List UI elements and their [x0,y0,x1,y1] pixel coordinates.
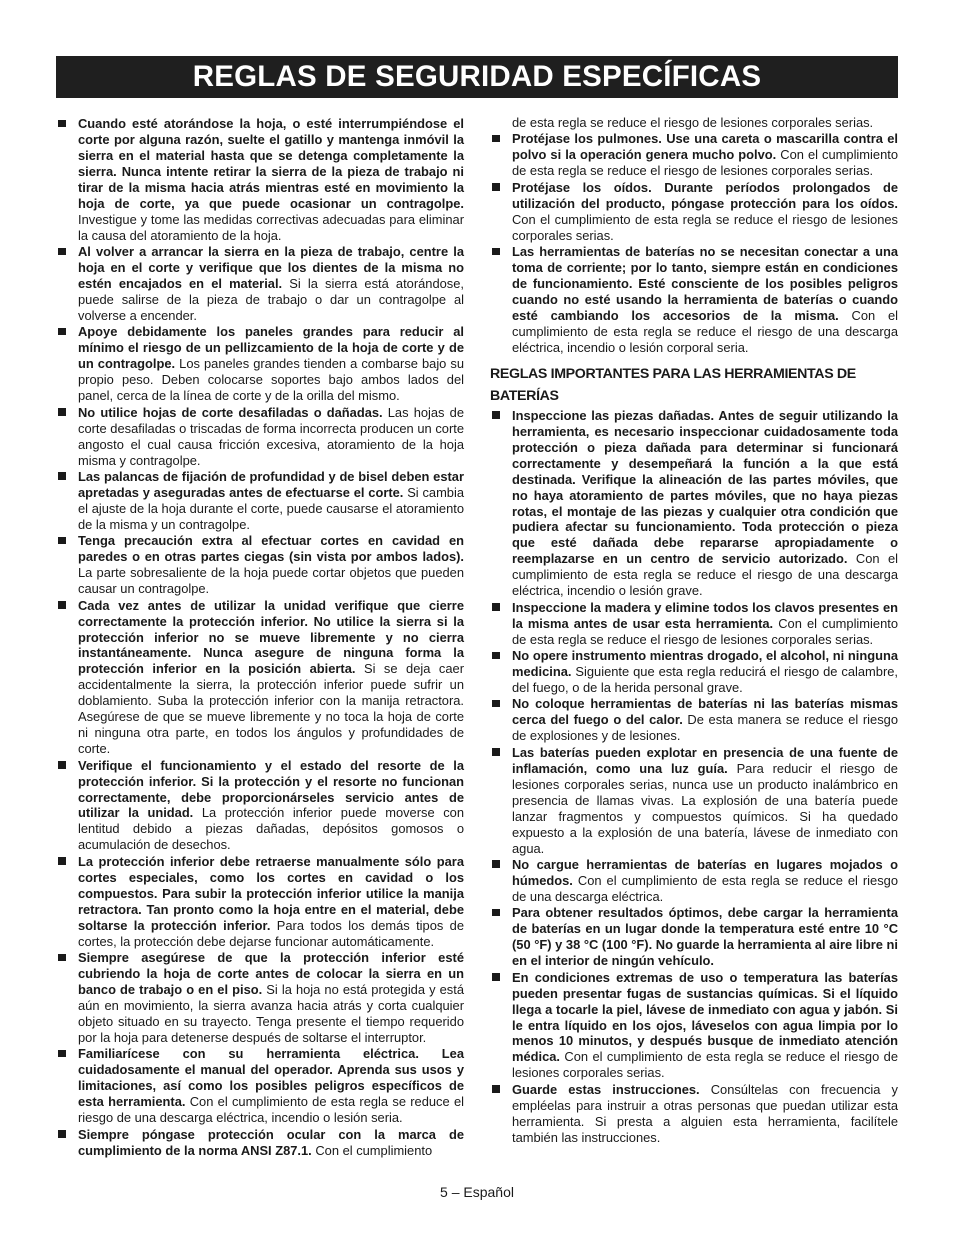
rule-text: La protección inferior puede moverse con lentitud debido a piezas dañadas, depósitos gomosos o acumulación de desechos. [78,805,464,853]
rule-text: De esta manera se reduce el riesgo de explosiones y de lesiones. [512,712,898,744]
rule-item [490,745,898,857]
square-bullet-icon [492,860,500,868]
rule-text: Con el cumplimiento de esta regla se reduce el riesgo de una descarga eléctrica, incendio o lesión corporal seria. [512,307,898,355]
square-bullet-icon [58,1130,66,1138]
rule-item [56,324,464,404]
right-column [490,115,898,1146]
rule-item [490,905,898,969]
rule-bold-text: Siempre asegúrese de que la protección inferior esté cubriendo la hoja de corte antes de colocar la sierra en un banco de trabajo o en el piso. [78,950,464,997]
square-bullet-icon [492,411,500,419]
rule-item [490,1082,898,1146]
square-bullet-icon [492,135,500,143]
rule-bold-text: Tenga precaución extra al efectuar cortes en cavidad en paredes o en otras partes ciegas (sin vista por ambos lados). [78,533,464,565]
square-bullet-icon [58,761,66,769]
rule-text: Si cambia el ajuste de la hoja durante el corte, puede causarse el atoramiento de la misma y un contragolpe. [78,484,465,532]
rule-item [56,1046,464,1126]
rule-bold-text: Inspeccione la madera y elimine todos los clavos presentes en la misma antes de usar esta herramienta. [512,599,898,631]
rule-text: Con el cumplimiento de esta regla se reduce el riesgo de una descarga eléctrica. [512,872,898,904]
rule-bold-text: No utilice hojas de corte desafiladas o dañadas. [78,404,383,420]
square-bullet-icon [492,1085,500,1093]
rule-bold-text: Cuando esté atorándose la hoja, o esté interrumpiéndose el corte por alguna razón, suelte el gatillo y mantenga inmóvil la sierra en el material hasta que se detenga completamente la sierra. Nunca intente retirar la sierra de la pieza de trabajo ni tirar de la misma hacia atrás mientras esté en movimiento la hoja de corte, ya que puede ocasionar un contragolpe. [78,116,464,211]
rule-bold-text: No cargue herramientas de baterías en lugares mojados o húmedos. [512,856,898,888]
rule-text: Consúltelas con frecuencia y empléelas para instruir a otras personas que puedan utilizar esta herramienta. Si presta a alguien esta herramienta, facilítele también las instrucciones. [512,1081,898,1145]
rule-bold-text: La protección inferior debe retraerse manualmente sólo para cortes especiales, como los cortes en cavidad o los compuestos. Para subir la protección inferior utilice la manija retractora. Tan pronto como la hoja entre en el material, debe soltarse la protección inferior. [78,853,464,933]
square-bullet-icon [492,652,500,660]
rule-item [490,970,898,1082]
rule-text: Con el cumplimiento de esta regla se reduce el riesgo de una descarga eléctrica, incendio o lesión seria. [78,1094,464,1126]
square-bullet-icon [492,973,500,981]
square-bullet-icon [492,748,500,756]
rule-item [56,854,464,950]
rule-text: Con el cumplimiento de esta regla se reduce el riesgo de lesiones corporales serias. [512,615,898,647]
rule-item [490,180,898,244]
rule-text: Siguiente que esta regla reducirá el riesgo de calambre, del fuego, o de la herida personal grave. [512,664,898,695]
rule-bold-text: Familiarícese con su herramienta eléctrica. Lea cuidadosamente el manual del operador. Aprenda sus usos y limitaciones, así como los posibles peligros específicos de esta herramienta. [78,1046,464,1110]
rule-item [56,950,464,1046]
square-bullet-icon [58,1050,66,1058]
rule-item [56,469,464,533]
rule-item [56,598,464,758]
rule-text: Las hojas de corte desafiladas o triscadas de forma incorrecta producen un corte angosto el cual causa fricción excesiva, atoramiento de la hoja misma y contragolpe. [78,404,464,468]
rule-text: Con el cumplimiento de esta regla se reduce el riesgo de una descarga eléctrica, incendio o lesión grave. [512,551,898,599]
rule-bold-text: Siempre póngase protección ocular con la marca de cumplimiento de la norma ANSI Z87.1. [78,1126,464,1158]
rule-item [490,408,898,599]
rule-text: Investigue y tome las medidas correctivas adecuadas para eliminar la causa del atoramiento de la hoja. [78,211,464,243]
square-bullet-icon [58,857,66,865]
rule-text: Con el cumplimiento de esta regla se reduce el riesgo de lesiones corporales serias. [512,147,898,179]
rule-item [56,244,464,324]
continued-text: de esta regla se reduce el riesgo de lesiones corporales serias. [512,115,874,130]
square-bullet-icon [58,537,66,545]
rule-text: Si se deja caer accidentalmente la sierra, la protección inferior puede sufrir un doblamiento. Suba la protección inferior con la manija retractora. Asegúrese de que se mueve libremente y no toca la hoja de corte ni ninguna otra parte, en todos los ángulos y profundidades de corte. [78,661,464,757]
square-bullet-icon [58,601,66,609]
rule-bold-text: Las palancas de fijación de profundidad y de bisel deben estar apretadas y aseguradas antes de efectuarse el corte. [78,468,464,500]
rule-bold-text: Guarde estas instrucciones. [512,1081,700,1097]
rule-item [490,648,898,696]
left-column [56,116,464,1159]
rule-bold-text: Al volver a arrancar la sierra en la pieza de trabajo, centre la hoja en el corte y verifique que los dientes de la misma no estén encajados en el material. [78,244,464,292]
rule-text: Si la hoja no está protegida y está aún en movimiento, la sierra avanza hacia atrás y corta cualquier objeto situado en su trayecto. Tenga presente el tiempo requerido por la hoja para detenerse después de soltarse el interruptor. [78,981,464,1045]
rule-text: Los paneles grandes tienden a combarse bajo su propio peso. Deben colocarse soportes bajo ambos lados del panel, cerca de la línea de corte y de la orilla del mismo. [78,356,464,404]
square-bullet-icon [58,248,66,256]
square-bullet-icon [492,603,500,611]
rule-bold-text: Protéjase los oídos. Durante períodos prolongados de utilización del producto, póngase protección para los oídos. [512,179,898,211]
square-bullet-icon [58,120,66,128]
square-bullet-icon [492,248,500,256]
square-bullet-icon [58,408,66,416]
battery-rules-list [490,408,898,1146]
rule-bold-text: Cada vez antes de utilizar la unidad verifique que cierre correctamente la protección inferior. No utilice la sierra si la protección inferior no se mueve libremente y no cierra instantáneamente. Nunca asegure de ninguna forma la protección inferior en la posición abierta. [78,597,464,677]
title-bar [56,56,898,98]
rule-item [490,600,898,648]
rule-item [490,131,898,179]
square-bullet-icon [492,909,500,917]
battery-section-heading: REGLAS IMPORTANTES PARA LAS HERRAMIENTAS DE BATERÍAS [490,366,856,405]
rule-text: Para reducir el riesgo de lesiones corporales serias, nunca use un producto inalámbrico en presencia de llamas vivas. La explosión de una batería puede lanzar fragmentos y compuestos químicos. Si ha quedado expuesto a la explosión de una batería, lávese de inmediato con agua. [512,760,898,856]
square-bullet-icon [492,700,500,708]
rule-text: Con el cumplimiento de esta regla se reduce el riesgo de lesiones corporales serias. [512,1049,898,1081]
rule-item [56,116,464,244]
rule-bold-text: En condiciones extremas de uso o temperatura las baterías pueden presentar fugas de sustancias químicas. Si el líquido llega a tocarle la piel, lávese de inmediato con agua y jabón. Si le entra líquido en los ojos, láveselos con agua limpia por lo menos 10 minutos, y después busque de inmediato atención médica. [512,969,898,1065]
rule-bold-text: No coloque herramientas de baterías ni las baterías mismas cerca del fuego o del calor. [512,696,898,728]
rule-bold-text: Protéjase los pulmones. Use una careta o mascarilla contra el polvo si la operación genera mucho polvo. [512,131,898,163]
rule-item [490,244,898,356]
rule-text: Con el cumplimiento [311,1142,433,1158]
rule-bold-text: Las baterías pueden explotar en presencia de una fuente de inflamación, como una luz guía. [512,744,898,776]
rule-item [56,1127,464,1159]
page-title: REGLAS DE SEGURIDAD ESPECÍFICAS [192,60,762,93]
rule-text: Si la sierra está atorándose, puede salirse de la pieza de trabajo o dar un contragolpe al volverse a encender. [78,276,464,323]
rule-text: Con el cumplimiento de esta regla se reduce el riesgo de lesiones corporales serias. [512,211,898,243]
right-rules-list [490,131,898,355]
rule-bold-text: Verifique el funcionamiento y el estado del resorte de la protección inferior. Si la protección y el resorte no funcionan correctamente, debe proporcionárseles servicio antes de utilizar la unidad. [78,757,464,821]
rule-text: Para todos los demás tipos de cortes, la protección debe dejarse funcionar automáticamente. [78,917,464,949]
square-bullet-icon [58,328,66,336]
rule-item [490,696,898,744]
square-bullet-icon [58,472,66,480]
rule-item [56,405,464,469]
rule-bold-text: Para obtener resultados óptimos, debe cargar la herramienta de baterías en un lugar donde la temperatura esté entre 10 °C (50 °F) y 38 °C (100 °F). No guarde la herramienta al aire libre ni en el interior de ningún vehículo. [512,905,898,969]
rule-bold-text: Inspeccione las piezas dañadas. Antes de seguir utilizando la herramienta, es necesario inspeccionar cuidadosamente toda protección o pieza dañada para determinar si funcionará correctamente y desempeñará la función a la que está destinada. Verifique la alineación de las partes móviles, que no haya atoramiento de partes móviles, que no haya piezas rotas, el montaje de las piezas y cualquier otra condición que pudiera afectar su funcionamiento. Toda protección o pieza que esté dañada debe repararse apropiadamente o reemplazarse en un centro de servicio autorizado. [512,407,898,567]
rule-bold-text: Las herramientas de baterías no se necesitan conectar a una toma de corriente; por lo tanto, siempre están en condiciones de funcionamiento. Esté consciente de los posibles peligros cuando no esté usando la herramienta de baterías o cuando esté cambiando los accesorios de la misma. [512,244,898,323]
square-bullet-icon [58,954,66,962]
rule-item [490,857,898,905]
rule-bold-text: No opere instrumento mientras drogado, el alcohol, ni ninguna medicina. [512,648,898,680]
square-bullet-icon [492,183,500,191]
rule-bold-text: Apoye debidamente los paneles grandes para reducir al mínimo el riesgo de un pellizcamiento de la hoja de corte y de un contragolpe. [78,324,464,372]
rule-text: La parte sobresaliente de la hoja puede cortar objetos que pueden causar un contragolpe. [78,565,464,597]
rule-item [56,758,464,854]
rule-item [56,533,464,597]
page-footer: 5 – Español [440,1184,514,1200]
